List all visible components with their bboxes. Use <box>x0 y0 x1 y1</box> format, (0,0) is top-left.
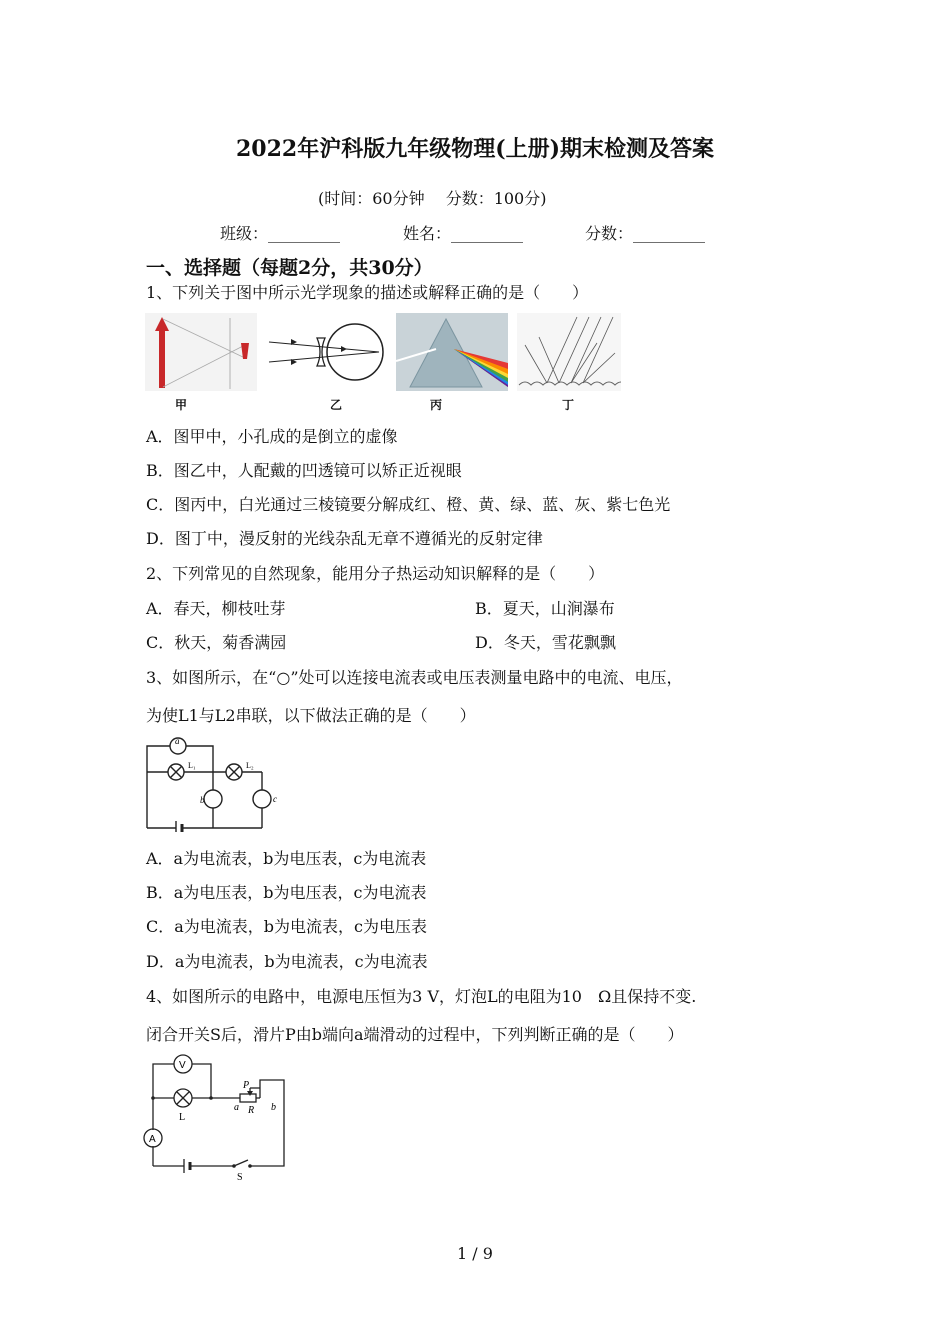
figure-label-yi: 乙 <box>330 398 343 412</box>
exam-time-score: (时间：60分钟 分数：100分) <box>318 189 547 208</box>
q2-option-d: D．冬天，雪花飘飘 <box>475 633 616 652</box>
figure-circuit-q4 <box>138 1050 293 1185</box>
name-field: 姓名：_________ <box>403 224 524 243</box>
figure-prism <box>396 313 508 391</box>
q4-label-r: R <box>248 1105 255 1116</box>
score-field: 分数：_________ <box>585 224 706 243</box>
q3-option-d: D．a为电流表，b为电流表，c为电流表 <box>146 952 428 971</box>
q1-option-b: B．图乙中，人配戴的凹透镜可以矫正近视眼 <box>146 461 462 480</box>
q3-label-b: b <box>200 795 205 805</box>
q3-option-c: C．a为电流表，b为电流表，c为电压表 <box>146 917 427 936</box>
section-heading: 一、选择题（每题2分，共30分） <box>146 257 433 279</box>
figure-pinhole <box>145 313 257 391</box>
question-3-stem-line1: 3、如图所示，在“○”处可以连接电流表或电压表测量电路中的电流、电压， <box>146 668 683 687</box>
q1-option-a: A．图甲中，小孔成的是倒立的虚像 <box>146 427 398 446</box>
figure-eye-lens <box>267 318 387 390</box>
q3-label-l2: L₂ <box>246 761 254 770</box>
q4-label-s: S <box>237 1172 243 1183</box>
q4-voltmeter-label: V <box>179 1060 186 1071</box>
page-title: 2022年沪科版九年级物理(上册)期末检测及答案 <box>235 136 715 162</box>
q1-option-d: D．图丁中，漫反射的光线杂乱无章不遵循光的反射定律 <box>146 529 543 548</box>
q3-label-l1: L₁ <box>188 761 196 770</box>
figure-label-jia: 甲 <box>175 398 188 412</box>
q4-label-p: P <box>243 1080 250 1091</box>
figure-label-bing: 丙 <box>430 398 443 412</box>
q3-label-a: a <box>175 736 180 746</box>
question-4-stem-line1: 4、如图所示的电路中，电源电压恒为3 V，灯泡L的电阻为10 Ω且保持不变. <box>146 987 697 1006</box>
q4-label-l: L <box>179 1112 186 1123</box>
question-4-stem-line2: 闭合开关S后，滑片P由b端向a端滑动的过程中，下列判断正确的是（ ） <box>146 1025 684 1044</box>
q4-label-a: a <box>234 1102 239 1113</box>
q3-label-c: c <box>273 794 277 804</box>
q2-option-b: B．夏天，山涧瀑布 <box>475 599 615 618</box>
class-field: 班级：_________ <box>220 224 341 243</box>
figure-label-ding: 丁 <box>562 398 575 412</box>
question-2-stem: 2、下列常见的自然现象，能用分子热运动知识解释的是（ ） <box>146 564 605 583</box>
question-3-stem-line2: 为使L1与L2串联，以下做法正确的是（ ） <box>146 706 476 725</box>
q1-option-c: C．图丙中，白光通过三棱镜要分解成红、橙、黄、绿、蓝、灰、紫七色光 <box>146 495 671 514</box>
q3-option-b: B．a为电压表，b为电压表，c为电流表 <box>146 883 427 902</box>
q2-option-c: C．秋天，菊香满园 <box>146 633 287 652</box>
q3-option-a: A．a为电流表，b为电压表，c为电流表 <box>146 849 427 868</box>
question-1-stem: 1、下列关于图中所示光学现象的描述或解释正确的是（ ） <box>146 283 589 302</box>
q4-ammeter-label: A <box>149 1134 156 1145</box>
q4-label-b: b <box>271 1102 276 1113</box>
q2-option-a: A．春天，柳枝吐芽 <box>146 599 286 618</box>
figure-circuit-q3 <box>140 732 300 832</box>
figure-diffuse-reflection <box>517 313 621 391</box>
page-number: 1 / 9 <box>457 1244 493 1263</box>
